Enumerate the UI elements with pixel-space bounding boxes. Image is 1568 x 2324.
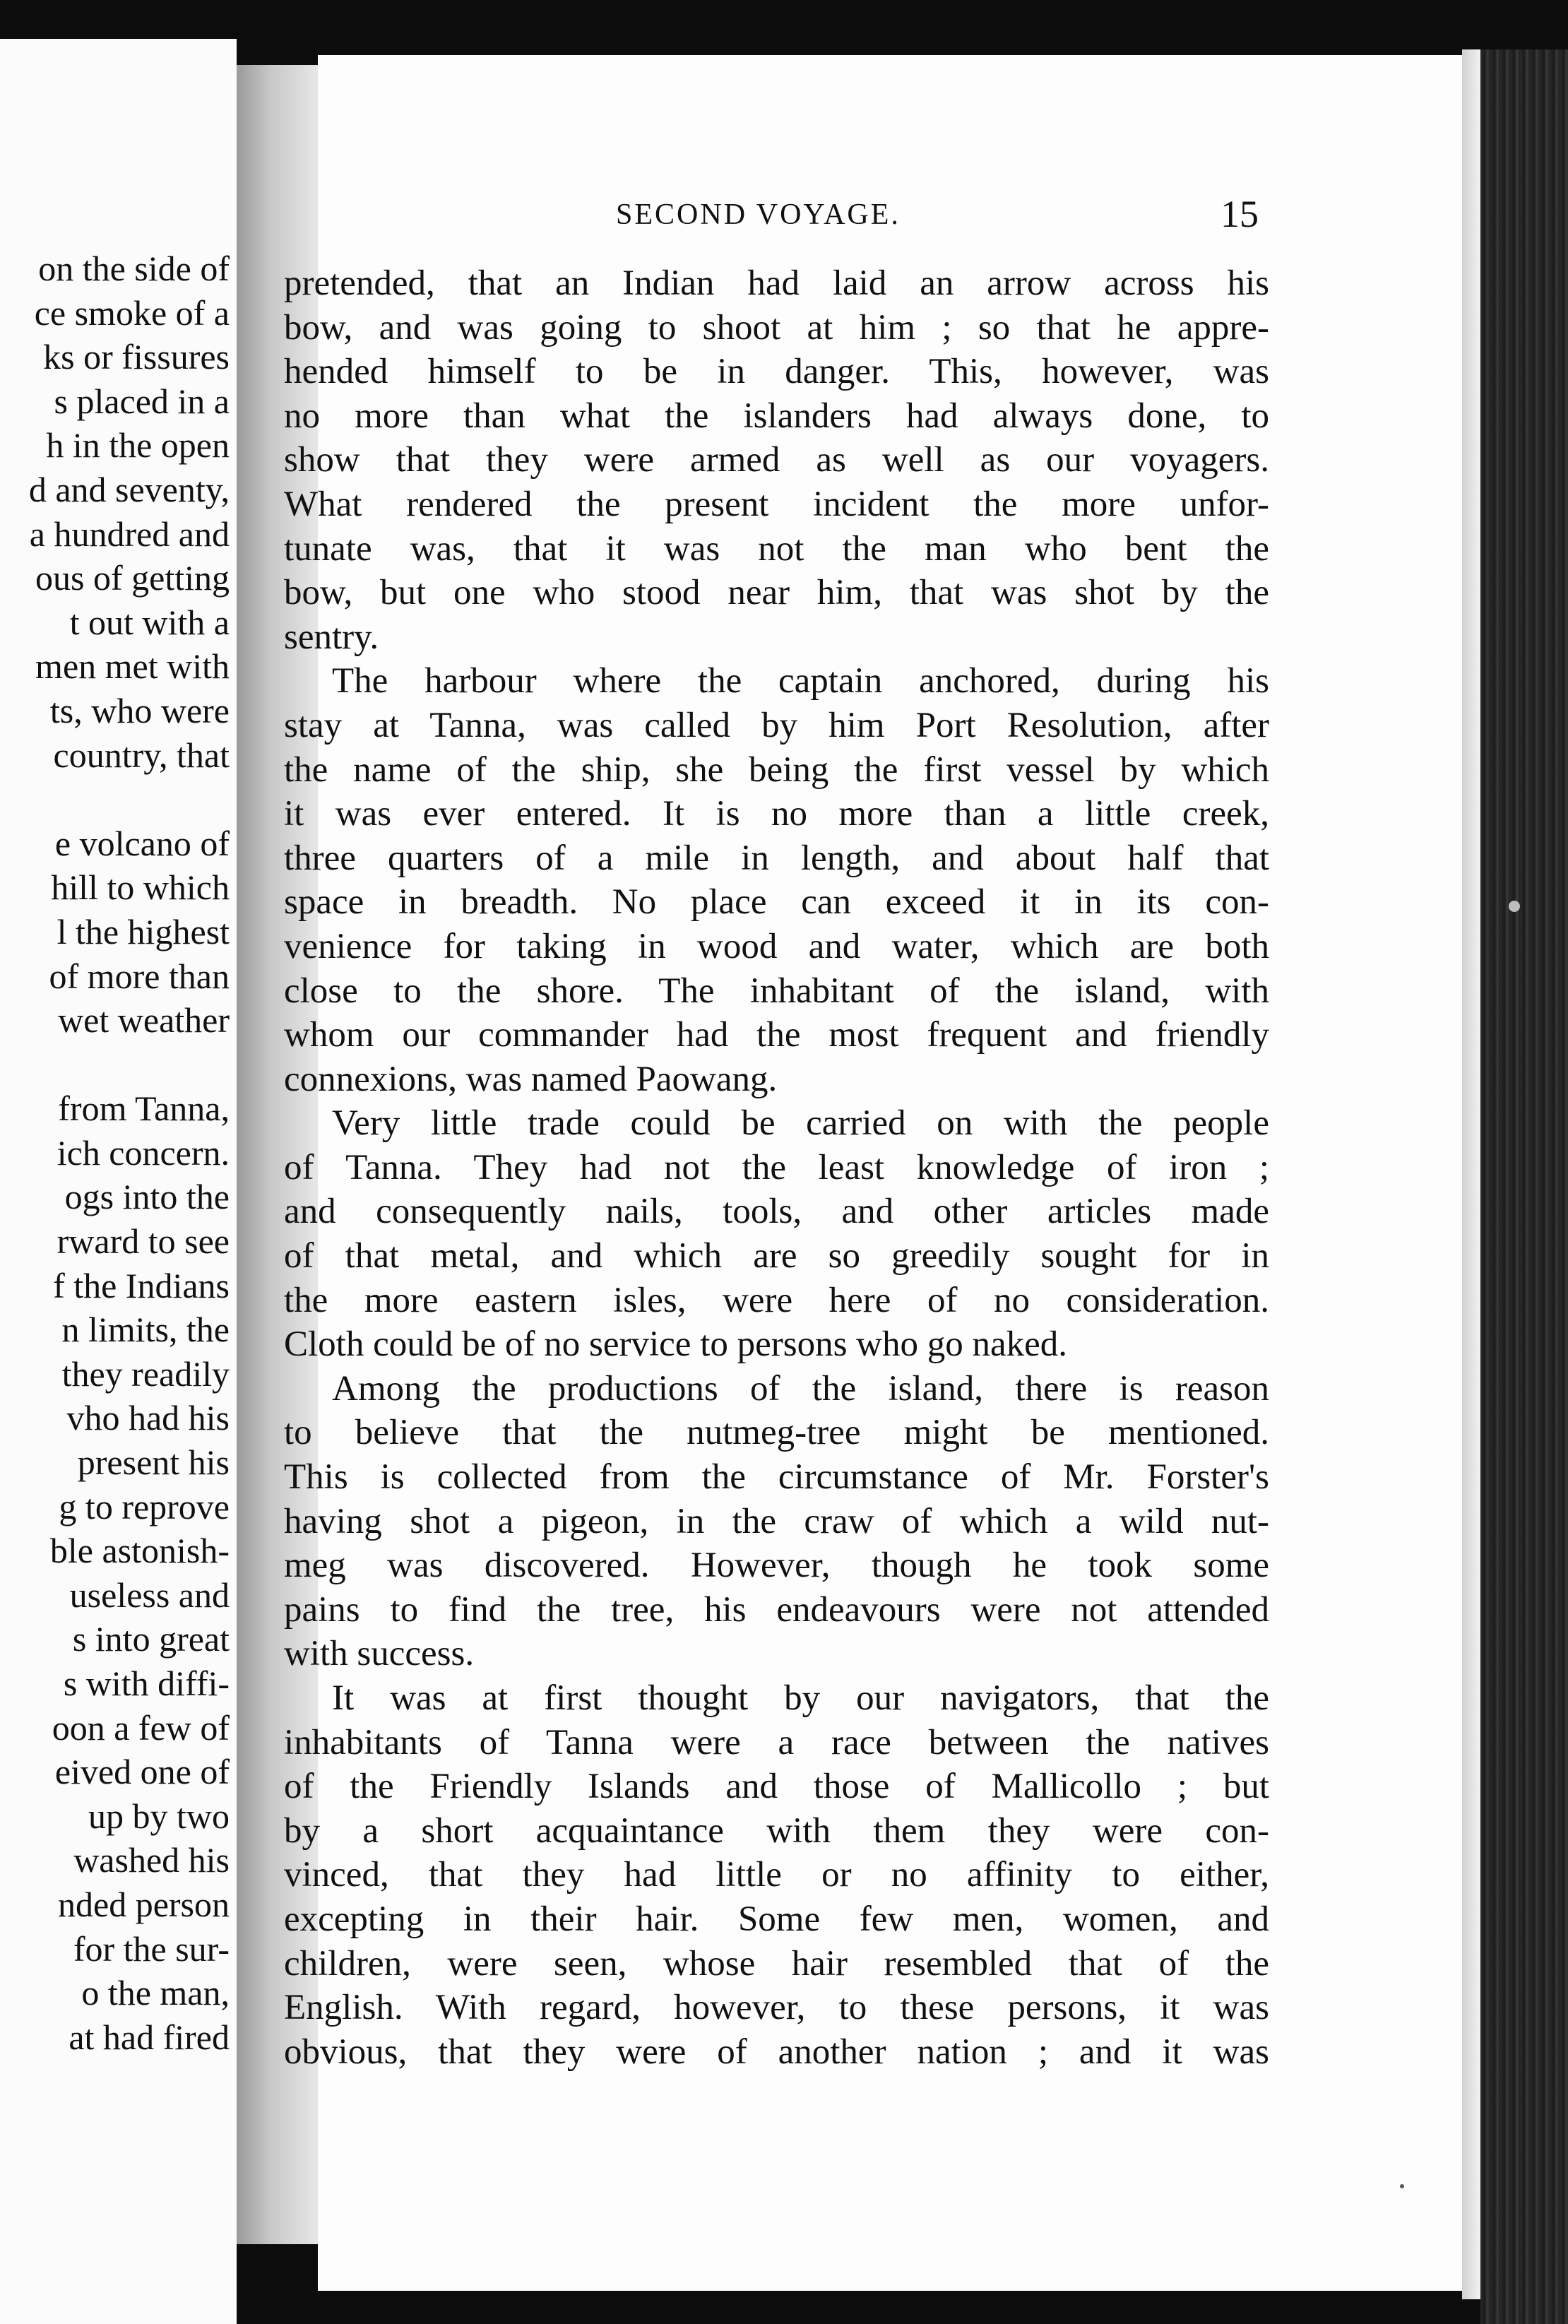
text-line: inhabitants of Tanna were a race between the natives xyxy=(284,1722,1269,1762)
text-line: three quarters of a mile in length, and about half that xyxy=(284,838,1269,878)
text-line: it was ever entered. It is no more than a little creek, xyxy=(284,794,1269,834)
text-line: What rendered the present incident the more unfor- xyxy=(284,484,1269,524)
text-line: show that they were armed as well as our voyagers. xyxy=(284,440,1269,480)
left-text-line: s with diffi- xyxy=(63,1664,230,1703)
left-text-line: from Tanna, xyxy=(58,1089,230,1129)
running-head: SECOND VOYAGE. xyxy=(616,198,901,231)
text-line: no more than what the islanders had always done, to xyxy=(284,396,1269,436)
left-text-line: rward to see xyxy=(57,1221,230,1262)
left-text-line: s placed in a xyxy=(54,381,230,421)
left-text-line: oon a few of xyxy=(52,1707,230,1748)
page-number: 15 xyxy=(1220,193,1259,235)
left-text-line: up by two xyxy=(88,1796,230,1836)
left-text-line: wet weather xyxy=(58,1000,230,1041)
left-text-line: at had fired xyxy=(69,2017,230,2057)
text-line: whom our commander had the most frequent and friendly xyxy=(284,1015,1269,1055)
text-line: It was at first thought by our navigators, that the xyxy=(332,1678,1269,1718)
text-line: having shot a pigeon, in the craw of which a wild nut- xyxy=(284,1501,1269,1541)
left-text-line: ogs into the xyxy=(64,1177,230,1217)
text-line: children, were seen, whose hair resembled that of the xyxy=(284,1943,1269,1984)
left-page xyxy=(0,39,237,2324)
left-text-line: vho had his xyxy=(66,1398,230,1438)
left-text-line: d and seventy, xyxy=(28,469,230,509)
text-line: excepting in their hair. Some few men, women, and xyxy=(284,1899,1269,1939)
text-line: close to the shore. The inhabitant of the island, with xyxy=(284,971,1269,1011)
text-line: vinced, that they had little or no affinity to either, xyxy=(284,1855,1269,1895)
text-line: sentry. xyxy=(284,617,379,657)
left-text-line: t out with a xyxy=(69,602,230,642)
text-line: stay at Tanna, was called by him Port Resolution, after xyxy=(284,705,1269,745)
text-line: Among the productions of the island, there is reason xyxy=(332,1368,1269,1409)
left-text-line: for the sur- xyxy=(73,1928,230,1969)
left-text-line: o the man, xyxy=(81,1973,230,2013)
left-text-line: they readily xyxy=(61,1353,230,1394)
left-text-line: e volcano of xyxy=(54,823,230,863)
left-text-line: ce smoke of a xyxy=(34,292,230,333)
text-line: and consequently nails, tools, and other articles made xyxy=(284,1192,1269,1232)
left-text-line: ich concern. xyxy=(57,1132,230,1173)
left-text-line: f the Indians xyxy=(53,1265,230,1305)
page-edge xyxy=(1462,49,1480,2299)
left-text-line: nded person xyxy=(58,1884,230,1924)
left-text-line: ble astonish- xyxy=(49,1531,230,1571)
left-text-line: hill to which xyxy=(51,867,230,908)
left-text-line: ts, who were xyxy=(49,690,230,730)
book-cover-edge xyxy=(1480,49,1568,2324)
left-text-line: a hundred and xyxy=(29,514,230,554)
text-line: with success. xyxy=(284,1634,475,1674)
left-text-line: h in the open xyxy=(46,425,230,466)
text-line: Very little trade could be carried on with the people xyxy=(332,1103,1269,1144)
left-text-line: on the side of xyxy=(38,249,230,288)
paper-speck xyxy=(1509,901,1520,912)
left-text-line: n limits, the xyxy=(61,1310,230,1350)
left-text-line: ous of getting xyxy=(35,558,230,598)
left-text-line: s into great xyxy=(72,1619,230,1659)
text-line: tunate was, that it was not the man who bent the xyxy=(284,528,1269,569)
text-line: the name of the ship, she being the first vessel by which xyxy=(284,749,1269,790)
left-text-line: l the highest xyxy=(57,911,230,951)
text-line: English. With regard, however, to these persons, it was xyxy=(284,1988,1269,2028)
text-line: hended himself to be in danger. This, however, was xyxy=(284,352,1269,392)
text-line: to believe that the nutmeg-tree might be mentioned. xyxy=(284,1413,1269,1453)
left-text-line: eived one of xyxy=(54,1752,230,1792)
text-line: Cloth could be of no service to persons who go naked. xyxy=(284,1324,1068,1365)
left-text-line: men met with xyxy=(35,646,230,687)
text-line: of that metal, and which are so greedily sought for in xyxy=(284,1236,1269,1276)
left-text-line: washed his xyxy=(73,1840,230,1880)
left-page-text xyxy=(0,247,230,2059)
left-text-line: g to reprove xyxy=(59,1486,230,1526)
text-line: meg was discovered. However, though he took some xyxy=(284,1546,1269,1586)
left-text-line xyxy=(0,1043,230,1087)
text-line: obvious, that they were of another nation ; and it was xyxy=(284,2032,1269,2072)
text-line: bow, and was going to shoot at him ; so that he appre- xyxy=(284,307,1269,348)
text-line: the more eastern isles, were here of no consideration. xyxy=(284,1280,1269,1320)
left-text-line: useless and xyxy=(69,1575,230,1615)
paper-dot xyxy=(1400,2184,1404,2188)
text-line: by a short acquaintance with them they were con- xyxy=(284,1810,1269,1851)
left-text-line: country, that xyxy=(53,735,230,775)
text-line: bow, but one who stood near him, that was shot by the xyxy=(284,573,1269,613)
text-line: connexions, was named Paowang. xyxy=(284,1059,778,1099)
text-line: of the Friendly Islands and those of Mallicollo ; but xyxy=(284,1767,1269,1807)
left-text-line: ks or fissures xyxy=(43,337,230,377)
right-page-text xyxy=(284,261,1269,2074)
text-line: This is collected from the circumstance of Mr. Forster's xyxy=(284,1457,1269,1498)
text-line: venience for taking in wood and water, which are both xyxy=(284,926,1269,966)
text-line: pretended, that an Indian had laid an arrow across his xyxy=(284,263,1269,303)
text-line: of Tanna. They had not the least knowledge of iron ; xyxy=(284,1147,1269,1187)
left-text-line xyxy=(0,777,230,822)
left-text-line: present his xyxy=(77,1442,230,1483)
text-line: pains to find the tree, his endeavours were not attended xyxy=(284,1589,1269,1630)
text-line: space in breadth. No place can exceed it in its con- xyxy=(284,882,1269,923)
left-text-line: of more than xyxy=(49,956,230,996)
text-line: The harbour where the captain anchored, during his xyxy=(332,661,1269,701)
